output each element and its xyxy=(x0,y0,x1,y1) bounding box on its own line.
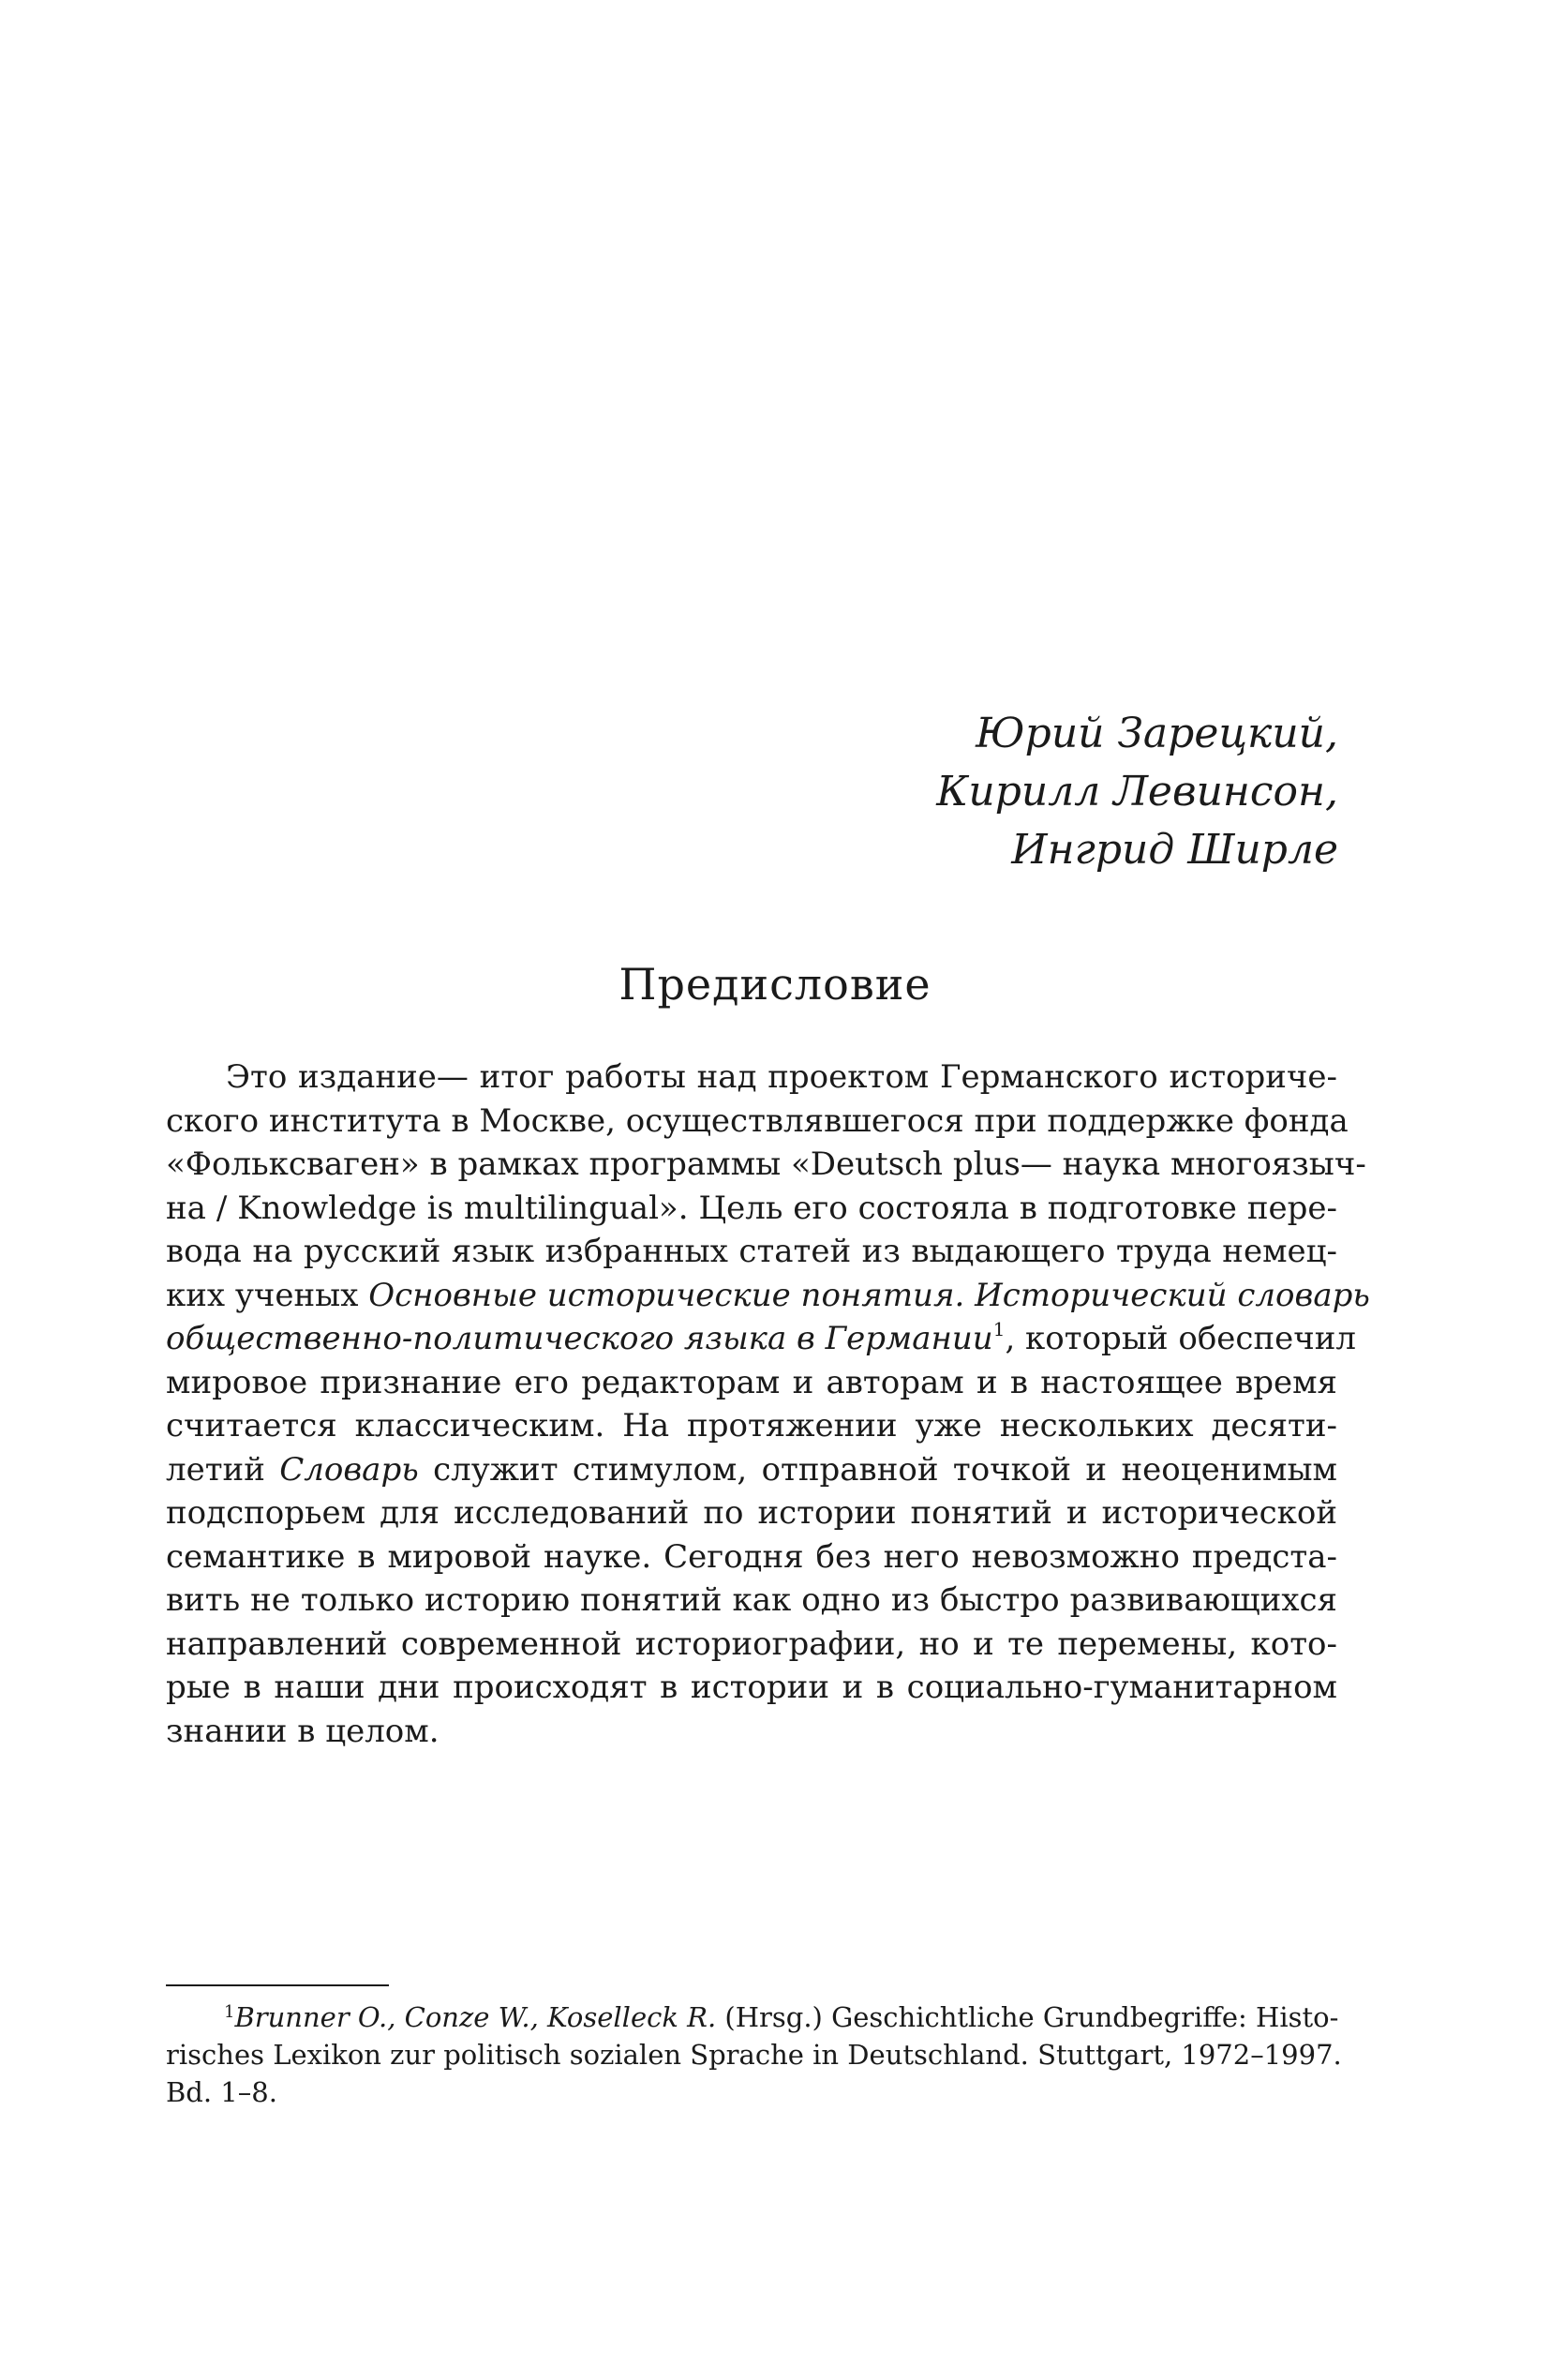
text-line: на / Knowledge is multilingual». Цель его состояла в подготовке пере- xyxy=(166,1189,1337,1227)
page-title: Предисловие xyxy=(619,959,931,1010)
book-title-italic: Основные исторические понятия. Исторический словарь xyxy=(368,1276,1370,1314)
text-line: рые в наши дни происходят в истории и в социально-гуманитарном xyxy=(166,1669,1337,1706)
text-run: служит стимулом, отправной точкой и неоценимым xyxy=(418,1450,1337,1489)
footnote-reference: 1 xyxy=(992,1318,1006,1340)
text-line: семантике в мировой науке. Сегодня без него невозможно предста- xyxy=(166,1537,1337,1576)
text-run: (Hrsg.) Geschichtliche Grundbegriffe: Histo- xyxy=(716,2001,1339,2033)
author-name: Кирилл Левинсон, xyxy=(936,768,1338,816)
body-paragraph xyxy=(166,1055,1370,1753)
book-title-italic: Словарь xyxy=(279,1450,419,1489)
text-line xyxy=(166,1448,1337,1492)
text-line: «Фольксваген» в рамках программы «Deutsch plus— наука многоязыч- xyxy=(166,1145,1366,1183)
footnote-line xyxy=(166,1998,1337,2036)
footnote-divider xyxy=(166,1984,389,1986)
text-line: вода на русский язык избранных статей из выдающего труда немец- xyxy=(166,1233,1337,1270)
author-name: Юрий Зарецкий, xyxy=(976,710,1338,757)
text-run: летий xyxy=(166,1450,280,1489)
text-line: вить не только историю понятий как одно из быстро развивающихся xyxy=(166,1581,1337,1619)
book-title-italic: общественно-политического языка в Германии xyxy=(166,1320,993,1357)
text-line: знании в целом. xyxy=(166,1712,440,1750)
text-line: считается классическим. На протяжении уже нескольких десяти- xyxy=(166,1407,1337,1444)
author-name: Ингрид Ширле xyxy=(1011,826,1338,874)
authors-block xyxy=(495,705,1338,879)
text-run: , который обеспечил xyxy=(1005,1320,1356,1357)
text-line: мировое признание его редакторам и авторам и в настоящее время xyxy=(166,1363,1337,1401)
text-line: направлений современной историографии, но и те перемены, кото- xyxy=(166,1624,1337,1663)
text-run: ких ученых xyxy=(166,1276,369,1314)
footnote-line: risches Lexikon zur politisch sozialen Sprache in Deutschland. Stuttgart, 1972–1997. xyxy=(166,2039,1342,2071)
footnote-authors: Brunner O., Conze W., Koselleck R. xyxy=(234,2001,717,2033)
text-line: Это издание— итог работы над проектом Германского историче- xyxy=(226,1058,1337,1096)
footnote xyxy=(166,1998,1342,2111)
text-line xyxy=(166,1317,1356,1361)
footnote-marker: 1 xyxy=(224,2002,235,2022)
text-line: подспорьем для исследований по истории понятий и исторической xyxy=(166,1494,1337,1532)
footnote-line: Bd. 1–8. xyxy=(166,2076,277,2108)
text-line xyxy=(166,1274,1370,1318)
text-line: ского института в Москве, осуществлявшегося при поддержке фонда xyxy=(166,1101,1349,1140)
